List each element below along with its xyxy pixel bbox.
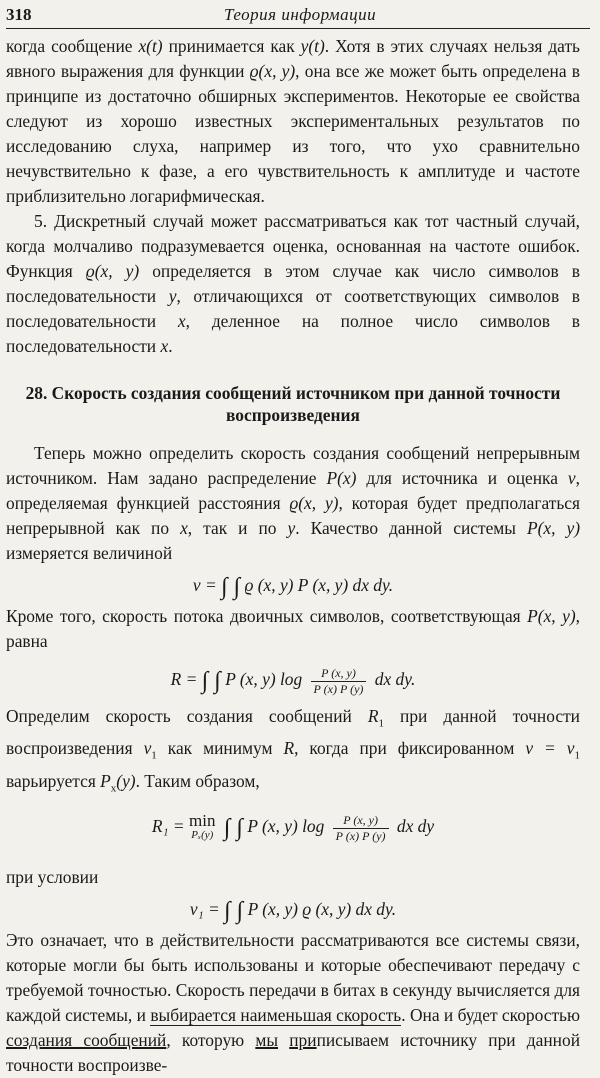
running-title: Теория информации — [224, 5, 377, 24]
handwritten-underline: при — [289, 1030, 317, 1051]
fraction: $\frac{P (x, y)}{P (x) P (y)}$ — [311, 666, 367, 697]
page-header — [6, 2, 590, 29]
page-body — [6, 34, 580, 1078]
handwritten-underline: выбирается наименьшая скорость — [150, 1005, 402, 1026]
paragraph-4: Кроме того, скорость потока двоичных символов, соответствующая P(x, y), равна — [6, 606, 580, 651]
paragraph-3: Теперь можно определить скорость создания сообщений непрерывным источником. Нам задано распределение P(x) для источника и оценка v, определяемая функцией расстояния ϱ(x, y), которая будет предполагаться непрерывной как по x, так и по y. Качество данной системы P(x, y) измеряется величиной — [6, 443, 581, 563]
equation-rate: R = ∫ ∫ P (x, y) log $\frac{P (x, y)}{P (x) P (y)}$ dx dy. — [170, 665, 416, 696]
handwritten-underline: мы — [255, 1030, 279, 1051]
paragraph-6: Это означает, что в действительности рассматриваются все системы связи, которые могли бы быть использованы и которые обеспечивают передачу с требуемой точностью. Скорость передачи в битах в секунду вычисляется для каждой системы, и выбирается наименьшая скорость. Она и будет скоростью создания сообщений, которую мы приписываем источнику при данной точности воспроизве- — [6, 930, 580, 1076]
min-operator: min Pₓ(y) — [189, 811, 216, 842]
equation-condition: v₁ = ∫ ∫ P (x, y) ϱ (x, y) dx dy. — [189, 898, 397, 925]
paragraph-2: 5. Дискретный случай может рассматриваться как тот частный случай, когда молчаливо подразумевается оценка, основанная на частоте ошибок. Функция ϱ(x, y) определяется в этом случае как число символов в последовательности y, отличающихся от соответствующих символов в последовательности x, деленное на полное число символов в последовательности x. — [6, 211, 581, 356]
equation-quality: v = ∫ ∫ ϱ (x, y) P (x, y) dx dy. — [192, 574, 394, 600]
paragraph-1: когда сообщение x(t) принимается как y(t). Хотя в этих случаях нельзя дать явного выражения для функции ϱ(x, y), она все же может быть определена в принципе из достаточно обширных экспериментов. Некоторые ее свойства следуют из хорошо известных экспериментальных результатов по исследованию слуха, например из того, что ухо сравнительно нечувствительно к фазе, а его чувствительность к амплитуде и частоте приблизительно логарифмическая. — [6, 36, 580, 206]
paragraph-5: Определим скорость создания сообщений $R_1$ при данной точности воспроизведения $v_1$ как минимум R, когда при фиксированном $v = v_1$ варьируется $P_x(y)$. Таким образом, — [6, 706, 580, 795]
equation-min-rate: R₁ = min Pₓ(y) ∫ ∫ P (x, y) log $\frac{P (x, y)}{P (x) P (y)}$ dx dy — [151, 811, 435, 843]
condition-label: при условии — [6, 867, 99, 888]
section-heading: 28. Скорость создания сообщений источником при данной точности воспроизведения — [25, 383, 561, 425]
page-number: 318 — [6, 5, 32, 24]
handwritten-underline: создания сообщений — [6, 1030, 167, 1051]
fraction: $\frac{P (x, y)}{P (x) P (y)}$ — [333, 813, 389, 844]
